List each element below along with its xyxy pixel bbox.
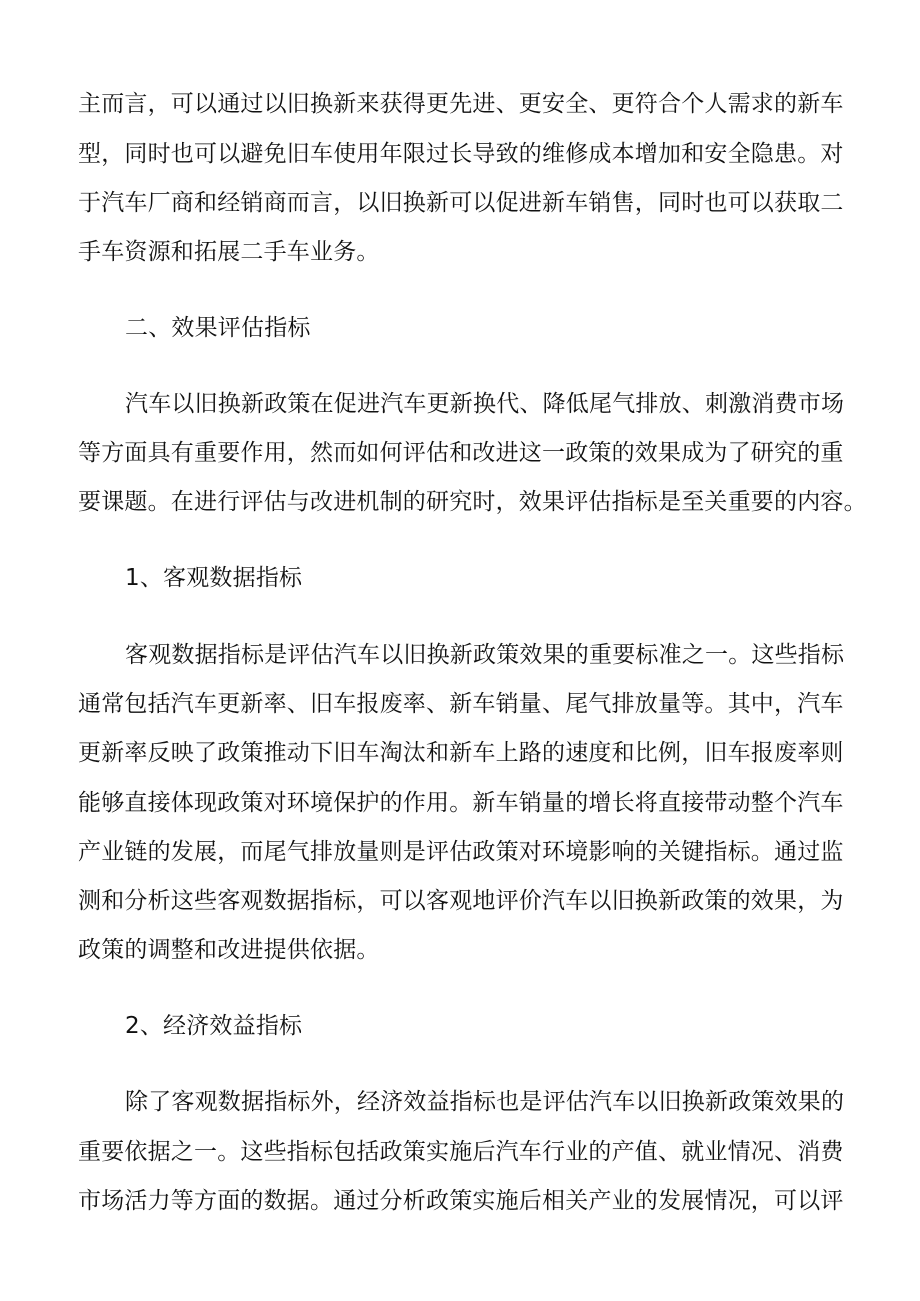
paragraph-line: 重要依据之一。这些指标包括政策实施后汽车行业的产值、就业情况、消费 xyxy=(78,1139,844,1165)
paragraph-line: 汽车以旧换新政策在促进汽车更新换代、降低尾气排放、刺激消费市场 xyxy=(125,391,845,417)
paragraph-line: 政策的调整和改进提供依据。 xyxy=(78,937,380,963)
subsection-heading: 1、客观数据指标 xyxy=(125,565,303,591)
paragraph-line: 能够直接体现政策对环境保护的作用。新车销量的增长将直接带动整个汽车 xyxy=(78,790,844,816)
paragraph-line: 于汽车厂商和经销商而言，以旧换新可以促进新车销售，同时也可以获取二 xyxy=(78,190,844,216)
section-heading: 二、效果评估指标 xyxy=(125,315,311,341)
paragraph-line: 除了客观数据指标外，经济效益指标也是评估汽车以旧换新政策效果的 xyxy=(125,1089,845,1115)
paragraph-line: 手车资源和拓展二手车业务。 xyxy=(78,239,380,265)
paragraph-line: 产业链的发展，而尾气排放量则是评估政策对环境影响的关键指标。通过监 xyxy=(78,839,844,865)
paragraph-line: 主而言，可以通过以旧换新来获得更先进、更安全、更符合个人需求的新车 xyxy=(78,91,844,117)
paragraph-line: 型，同时也可以避免旧车使用年限过长导致的维修成本增加和安全隐患。对 xyxy=(78,141,844,167)
paragraph-line: 更新率反映了政策推动下旧车淘汰和新车上路的速度和比例，旧车报废率则 xyxy=(78,740,844,766)
paragraph-line: 等方面具有重要作用，然而如何评估和改进这一政策的效果成为了研究的重 xyxy=(78,440,844,466)
paragraph-line: 客观数据指标是评估汽车以旧换新政策效果的重要标准之一。这些指标 xyxy=(125,642,845,668)
paragraph-line: 要课题。在进行评估与改进机制的研究时，效果评估指标是至关重要的内容。 xyxy=(78,489,867,515)
subsection-heading: 2、经济效益指标 xyxy=(125,1013,303,1039)
paragraph-line: 市场活力等方面的数据。通过分析政策实施后相关产业的发展情况，可以评 xyxy=(78,1188,844,1214)
paragraph-line: 通常包括汽车更新率、旧车报废率、新车销量、尾气排放量等。其中，汽车 xyxy=(78,691,844,717)
paragraph-line: 测和分析这些客观数据指标，可以客观地评价汽车以旧换新政策的效果，为 xyxy=(78,888,844,914)
